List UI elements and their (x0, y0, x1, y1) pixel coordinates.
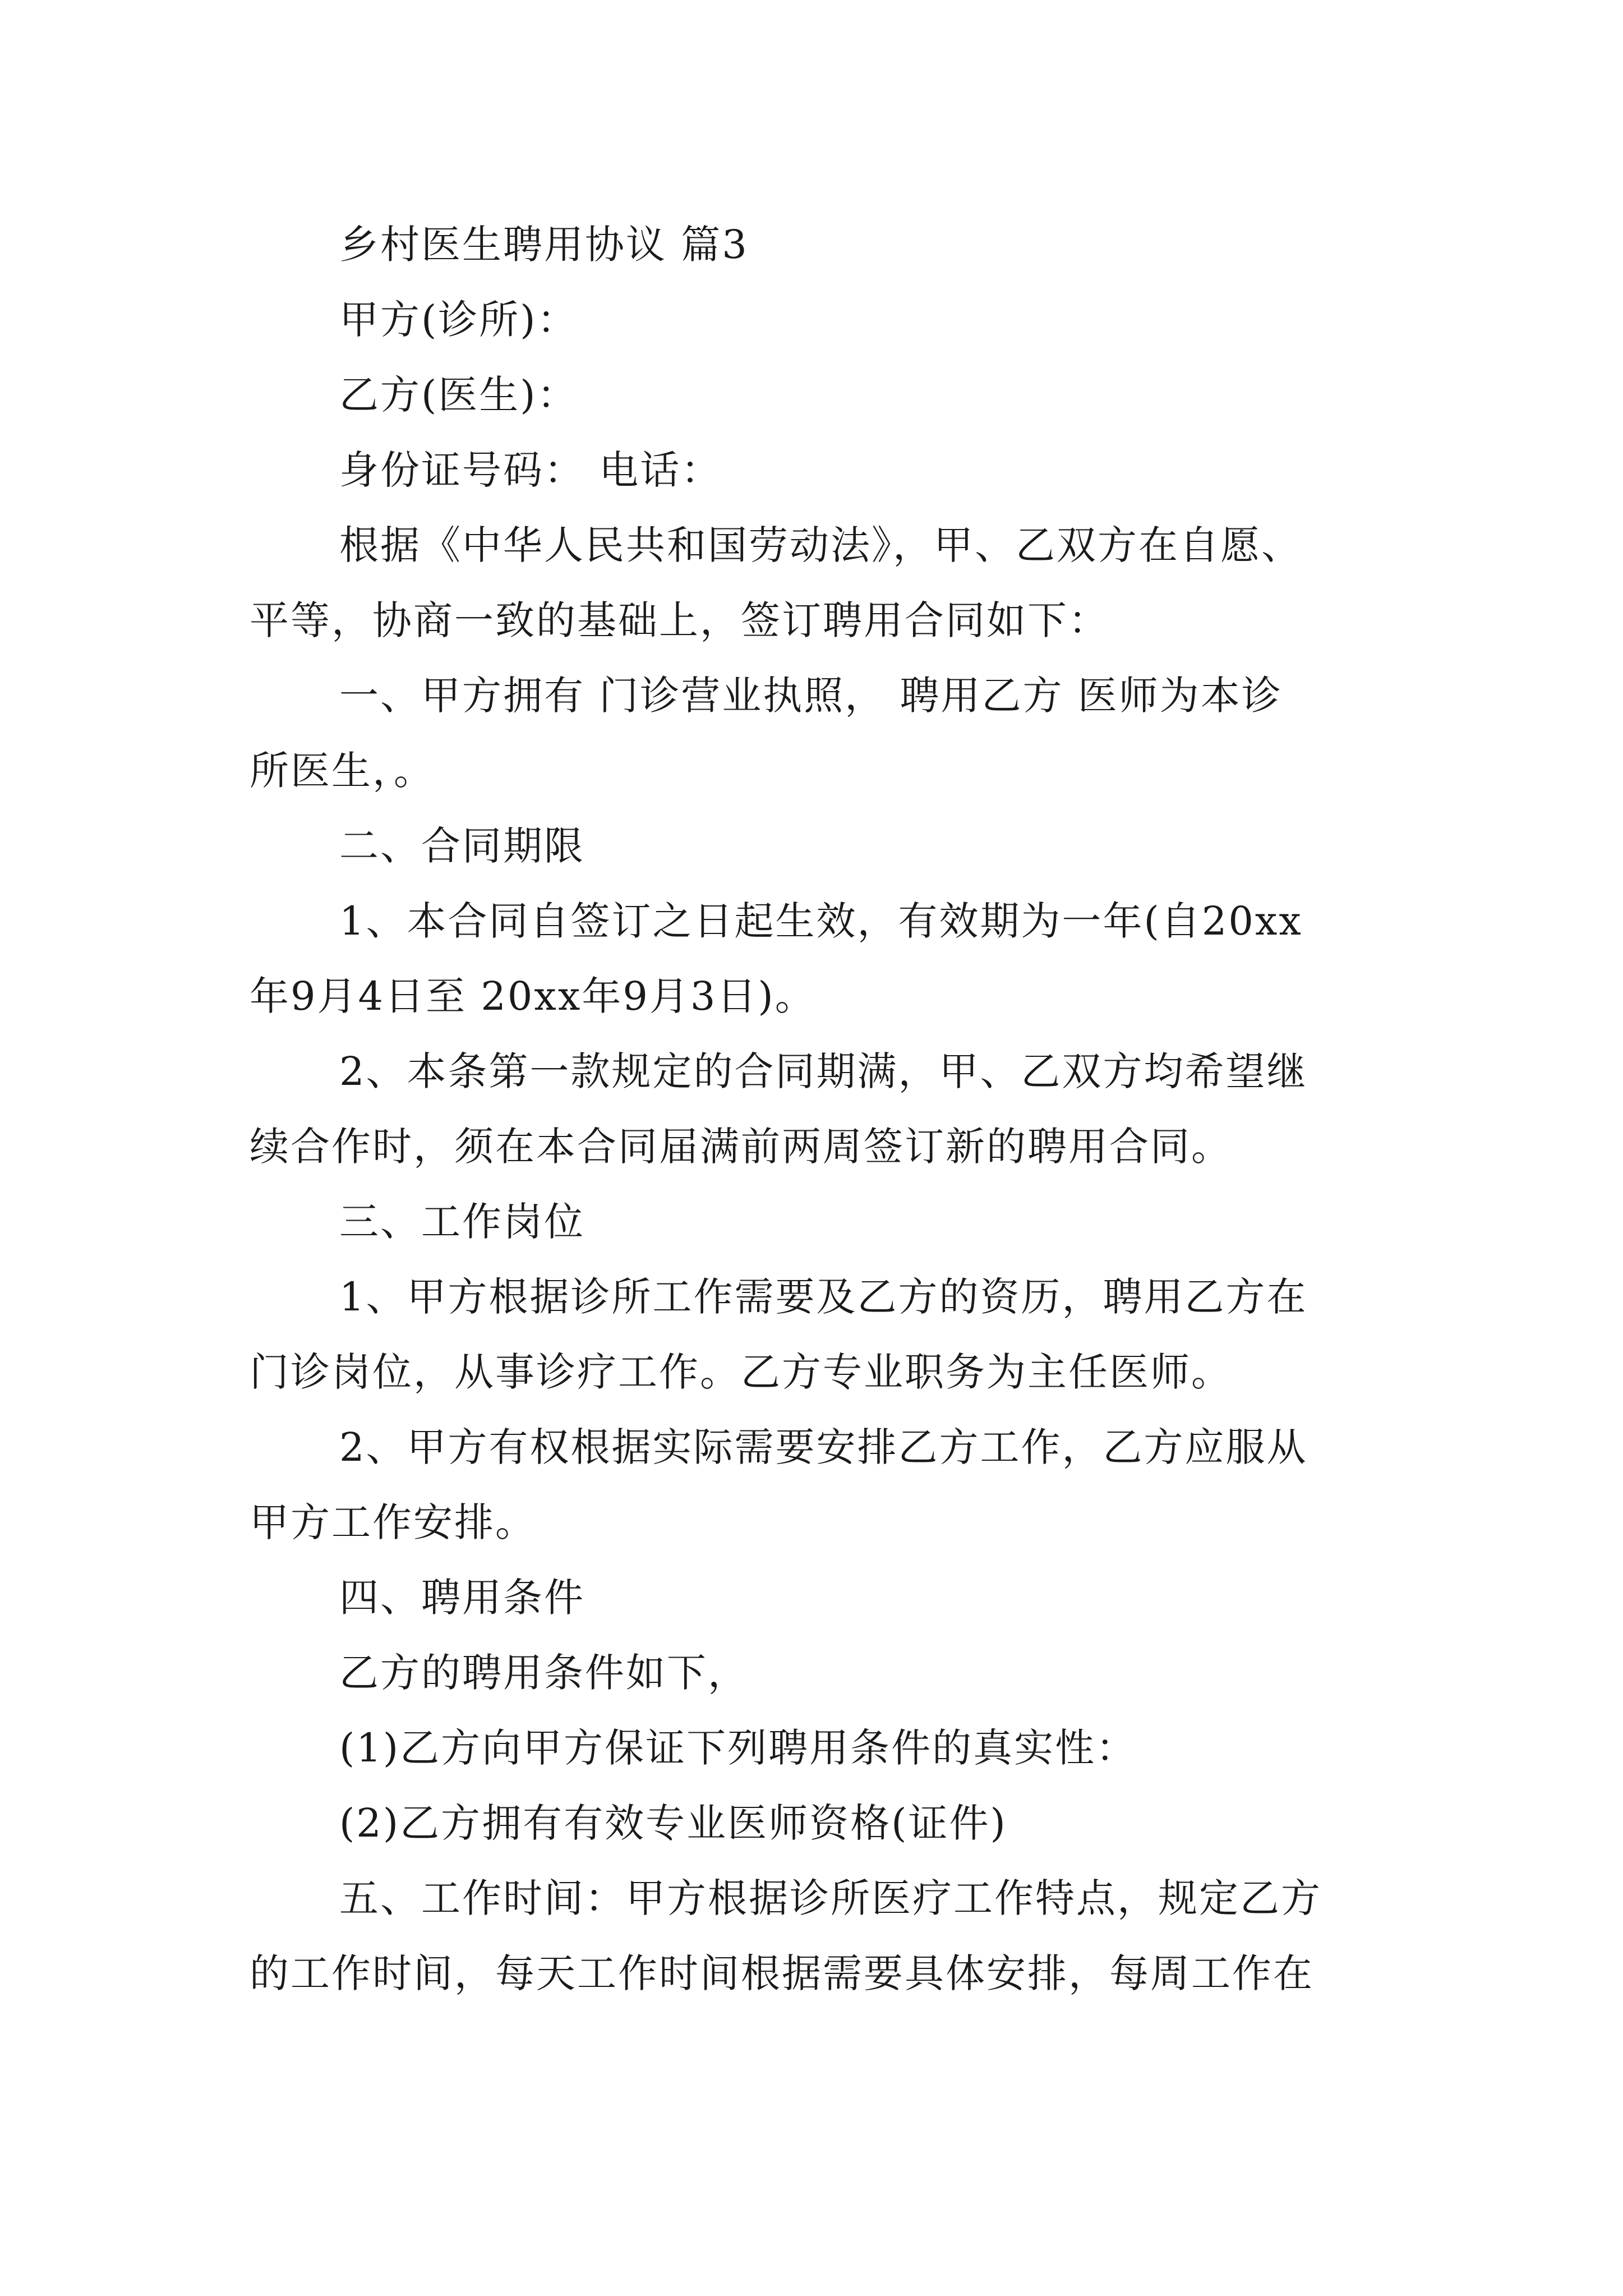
paragraph-line: 甲方工作安排。 (250, 1499, 536, 1545)
paragraph-line: (1)乙方向甲方保证下列聘用条件的真实性： (339, 1725, 1137, 1771)
paragraph-line: 一、甲方拥有 门诊营业执照， 聘用乙方 医师为本诊 (339, 673, 1283, 719)
id-phone-line: 身份证号码： 电话： (339, 447, 722, 493)
paragraph-line: 平等，协商一致的基础上，签订聘用合同如下： (250, 597, 1109, 643)
section-heading: 二、合同期限 (339, 823, 585, 869)
paragraph-line: 所医生，。 (250, 748, 435, 794)
paragraph-line: 1、本合同自签订之日起生效，有效期为一年(自20xx (339, 898, 1303, 944)
party-b-line: 乙方(医生)： (339, 372, 578, 418)
paragraph-line: 1、甲方根据诊所工作需要及乙方的资历，聘用乙方在 (339, 1274, 1308, 1320)
section-heading: 四、聘用条件 (339, 1575, 585, 1621)
document-title: 乡村医生聘用协议 篇3 (339, 222, 749, 268)
paragraph-line: 2、本条第一款规定的合同期满，甲、乙双方均希望继 (339, 1048, 1308, 1094)
paragraph-line: 乙方的聘用条件如下， (339, 1650, 749, 1696)
paragraph-line: (2)乙方拥有有效专业医师资格(证件) (339, 1800, 1007, 1846)
paragraph-line: 根据《中华人民共和国劳动法》，甲、乙双方在自愿、 (339, 522, 1302, 568)
paragraph-line: 2、甲方有权根据实际需要安排乙方工作，乙方应服从 (339, 1424, 1308, 1470)
party-a-line: 甲方(诊所)： (339, 297, 578, 343)
paragraph-line: 年9月4日至 20xx年9月3日)。 (250, 973, 816, 1019)
section-heading: 三、工作岗位 (339, 1199, 585, 1245)
paragraph-line: 门诊岗位，从事诊疗工作。乙方专业职务为主任医师。 (250, 1349, 1232, 1395)
paragraph-line: 的工作时间，每天工作时间根据需要具体安排，每周工作在 (250, 1950, 1314, 1996)
paragraph-line: 五、工作时间：甲方根据诊所医疗工作特点，规定乙方 (339, 1875, 1322, 1921)
paragraph-line: 续合作时，须在本合同届满前两周签订新的聘用合同。 (250, 1124, 1232, 1170)
